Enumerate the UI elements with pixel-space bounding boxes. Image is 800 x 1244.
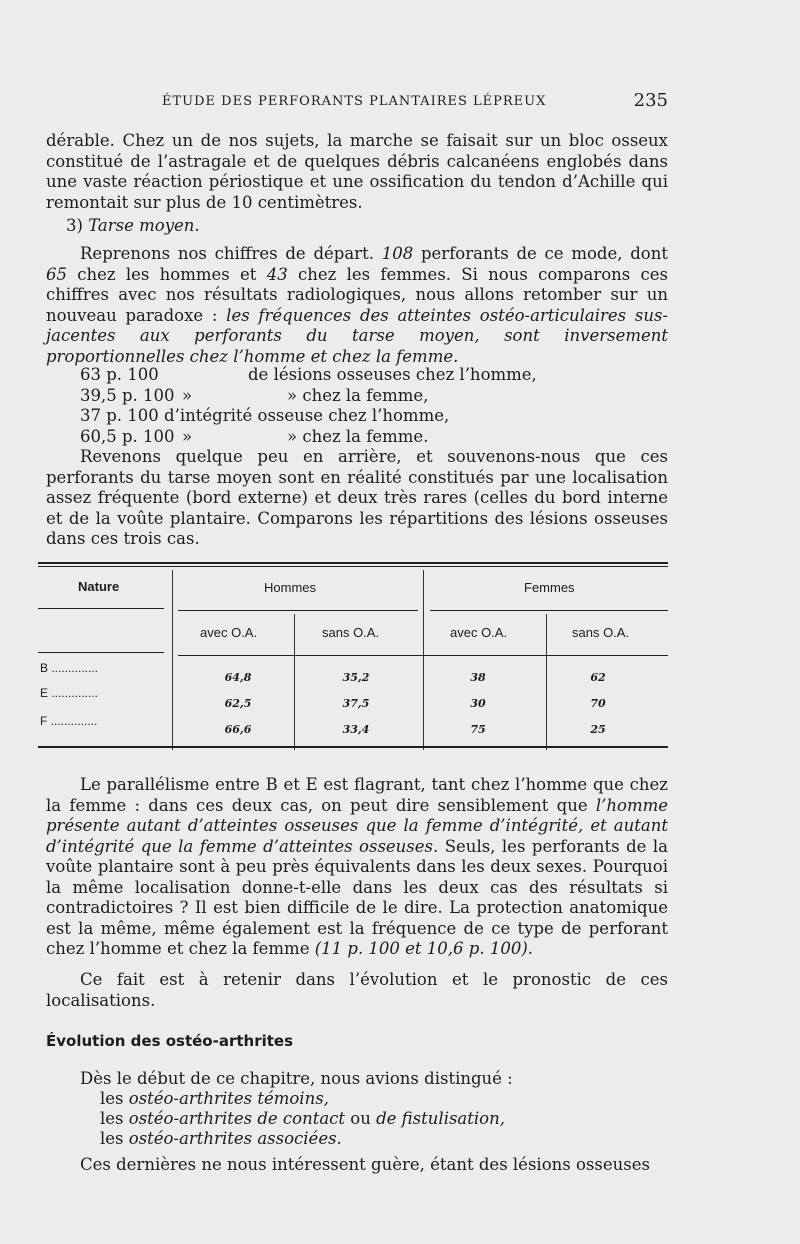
stat-row: 39,5 p. 100 » » chez la femme, [80, 385, 429, 405]
header-hommes: Hommes [264, 580, 317, 595]
section-heading-tarse-moyen [46, 216, 668, 237]
cell-f-hommes-sans: 33,4 [342, 723, 370, 736]
cell-b-hommes-avec: 64,8 [224, 671, 252, 684]
stat-row: 60,5 p. 100 » » chez la femme. [80, 426, 429, 446]
header-femmes: Femmes [524, 580, 575, 595]
table-rule [178, 655, 668, 656]
paragraph-4: Le parallélisme entre B et E est flagrant, tant chez l’homme que chez la femme : dans ces deux cas, on peut dire sensiblement que l’homme présente autant d’atteintes osseuses que la femme d’intégrité, et autant d’intégrité que la femme d’atteintes osseuses. Seuls, les perforants de la voûte plantaire sont à peu près équivalents dans les deux sexes. Pourquoi la même localisation donne-t-elle dans les deux cas des résultats si contradictoires ? Il est bien difficile de le dire. La protection anatomique est la même, même également est la fréquence de ce type de perforant chez l’homme et chez la femme (11 p. 100 et 10,6 p. 100). [46, 775, 668, 958]
table-vline [423, 570, 424, 750]
header-hommes-sans: sans O.A. [322, 625, 380, 640]
table-rule [38, 608, 164, 609]
paragraph-3: Revenons quelque peu en arrière, et souvenons-nous que ces perforants du tarse moyen sont en réalité constitués par une localisation assez fréquente (bord externe) et deux très rares (celles du bord interne et de la voûte plantaire. Comparons les répartitions des lésions osseuses dans ces trois cas. [46, 447, 668, 548]
lesion-distribution-table [38, 562, 668, 762]
table-top-rule [38, 562, 668, 564]
header-femmes-avec: avec O.A. [450, 625, 508, 640]
cell-f-hommes-avec: 66,6 [224, 723, 252, 736]
header-femmes-sans: sans O.A. [572, 625, 630, 640]
table-vline [546, 614, 547, 750]
cell-f-femmes-avec: 75 [470, 723, 486, 736]
page-number: 235 [633, 90, 668, 111]
table-top-rule-thin [38, 566, 668, 567]
closing-line: Ces dernières ne nous intéressent guère, étant des lésions osseuses [80, 1155, 650, 1174]
cell-e-femmes-avec: 30 [470, 697, 486, 710]
cell-e-femmes-sans: 70 [590, 697, 606, 710]
row-label-b: B .............. [40, 661, 99, 675]
cell-b-femmes-avec: 38 [470, 671, 486, 684]
cell-b-femmes-sans: 62 [590, 671, 606, 684]
table-rule [178, 610, 418, 611]
row-label-f: F .............. [40, 714, 98, 728]
stat-row: 37 p. 100 d’intégrité osseuse chez l’homme, [80, 406, 450, 425]
page-header [46, 90, 668, 116]
cell-e-hommes-avec: 62,5 [224, 697, 252, 710]
table-rule [430, 610, 668, 611]
statistics-list [80, 365, 537, 447]
cell-b-hommes-sans: 35,2 [342, 671, 370, 684]
list-intro: Dès le début de ce chapitre, nous avions distingué : [80, 1069, 513, 1088]
table-bottom-rule [38, 746, 668, 748]
section-title: Tarse moyen. [88, 216, 200, 235]
running-title: ÉTUDE DES PERFORANTS PLANTAIRES LÉPREUX [162, 94, 547, 109]
paragraph-1: dérable. Chez un de nos sujets, la marche se faisait sur un bloc osseux constitué de l’astragale et de quelques débris calcanéens englobés dans une vaste réaction périostique et une ossification du tendon d’Achille qui remontait sur plus de 10 centimètres. [46, 131, 668, 212]
cell-e-hommes-sans: 37,5 [342, 697, 370, 710]
subsection-heading: Évolution des ostéo-arthrites [46, 1032, 294, 1050]
list-item: les ostéo-arthrites associées. [100, 1129, 342, 1148]
header-nature: Nature [78, 579, 120, 594]
table-vline [172, 570, 173, 750]
header-hommes-avec: avec O.A. [200, 625, 258, 640]
row-label-e: E .............. [40, 686, 99, 700]
classification-list [80, 1069, 670, 1175]
stat-row: 63 p. 100 de lésions osseuses chez l’homme, [80, 365, 537, 384]
list-item: les ostéo-arthrites témoins, [100, 1089, 329, 1108]
cell-f-femmes-sans: 25 [590, 723, 606, 736]
list-item: les ostéo-arthrites de contact ou de fistulisation, [100, 1109, 505, 1128]
section-number: 3) [66, 216, 83, 235]
table-rule [38, 652, 164, 653]
paragraph-2: Reprenons nos chiffres de départ. 108 perforants de ce mode, dont 65 chez les hommes et 43 chez les femmes. Si nous comparons ces chiffres avec nos résultats radiologiques, nous allons retomber sur un nouveau paradoxe : les fréquences des atteintes ostéo-articulaires sus-jacentes aux perforants du tarse moyen, sont inversement proportionnelles chez l’homme et chez la femme. [46, 244, 668, 366]
table-vline [294, 614, 295, 750]
paragraph-5: Ce fait est à retenir dans l’évolution et le pronostic de ces localisations. [46, 970, 668, 1010]
